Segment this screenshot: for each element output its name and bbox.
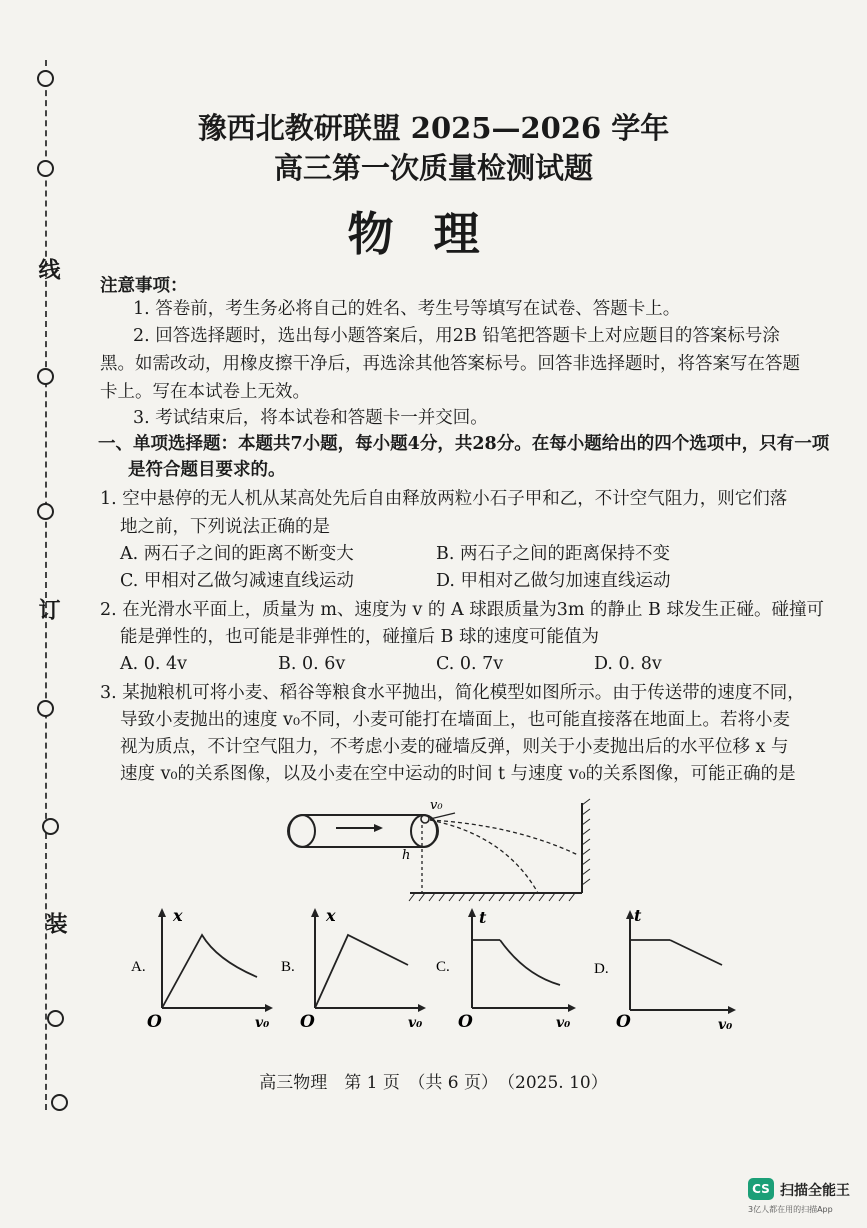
option-d-label: D. [594,961,609,977]
q1-option-c: C. 甲相对乙做匀减速直线运动 [120,571,354,591]
curve [162,935,257,1008]
y-axis-label: x [326,906,336,925]
notice-item-1: 1. 答卷前，考生务必将自己的姓名、考生号等填写在试卷、答题卡上。 [133,299,681,319]
q2-option-b: B. 0. 6v [278,654,346,674]
y-axis-label: t [634,907,642,925]
binding-hole [37,70,54,87]
notice-item-2-line1: 2. 回答选择题时，选出每小题答案后，用2B 铅笔把答题卡上对应题目的答案标号涂 [133,326,780,346]
margin-char-xian: 线 [35,258,61,280]
option-c-label: C. [436,959,450,975]
x-axis-label: v₀ [556,1015,571,1030]
curve-decline [670,940,722,965]
q2-option-c: C. 0. 7v [436,654,504,674]
q3-stem-line1: 3. 某抛粮机可将小麦、稻谷等粮食水平抛出，简化模型如图所示。由于传送带的速度不同， [100,683,805,703]
graph-b [278,905,428,1030]
grain-thrower-figure [270,795,600,910]
q3-stem-line2: 导致小麦抛出的速度 v₀不同，小麦可能打在墙面上，也可能直接落在地面上。若将小麦 [120,710,790,730]
section-heading-line2: 是符合题目要求的。 [128,460,286,480]
q3-stem-line4: 速度 v₀的关系图像，以及小麦在空中运动的时间 t 与速度 v₀的关系图像，可能正确的是 [120,764,796,784]
x-axis-label: v₀ [255,1015,270,1030]
origin-label: O [300,1012,315,1030]
y-axis-label: x [173,906,183,925]
margin-char-ding: 订 [35,598,61,620]
curve [315,935,408,1008]
exam-title-line2: 高三第一次质量检测试题 [273,151,593,185]
binding-hole [42,818,59,835]
option-b-label: B. [281,959,295,975]
graph-c [430,905,580,1030]
binding-hole [37,700,54,717]
scanner-app-name: 扫描全能王 [780,1183,850,1199]
binding-hole [37,503,54,520]
notice-item-2-line2: 黑。如需改动，用橡皮擦干净后，再选涂其他答案标号。回答非选择题时，将答案写在答题 [100,354,800,374]
option-a-label: A. [131,959,146,975]
wall-hatching [582,799,590,885]
q2-option-a: A. 0. 4v [120,654,188,674]
h-label: h [402,848,411,863]
x-axis-label: v₀ [718,1017,733,1032]
q2-option-d: D. 0. 8v [594,654,662,674]
q1-stem-line2: 地之前，下列说法正确的是 [120,517,330,537]
notice-title: 注意事项： [100,276,188,296]
q3-stem-line3: 视为质点，不计空气阻力，不考虑小麦的碰墙反弹，则关于小麦抛出后的水平位移 x 与 [120,737,789,757]
curve-decay [500,940,560,985]
notice-item-3: 3. 考试结束后，将本试卷和答题卡一并交回。 [133,408,488,428]
q1-option-d: D. 甲相对乙做匀加速直线运动 [436,571,671,591]
v0-label: v₀ [430,798,443,813]
binding-hole [37,368,54,385]
ground-hatching [409,893,575,901]
section-heading-line1: 一、单项选择题：本题共7小题，每小题4分，共28分。在每小题给出的四个选项中，只有一项 [98,434,830,454]
velocity-arrow [430,813,455,819]
graph-a [125,905,275,1030]
origin-label: O [458,1012,473,1030]
exam-title-line1: 豫西北教研联盟 2025—2026 学年 [197,111,670,145]
margin-char-zhuang: 装 [42,912,68,934]
belt-roller-left [289,815,315,847]
notice-item-2-line3: 卡上。写在本试卷上无效。 [100,382,310,402]
q1-stem-line1: 1. 空中悬停的无人机从某高处先后自由释放两粒小石子甲和乙，不计空气阻力，则它们落 [100,489,788,509]
y-axis-label: t [479,908,487,927]
q2-stem-line2: 能是弹性的，也可能是非弹性的，碰撞后 B 球的速度可能值为 [120,627,599,647]
x-axis-label: v₀ [408,1015,423,1030]
origin-label: O [147,1012,162,1030]
camscanner-logo-icon: CS [748,1178,774,1200]
scanner-watermark [748,1178,848,1218]
page-footer: 高三物理 第 1 页 （共 6 页） （2025. 10） [259,1073,608,1093]
origin-label: O [616,1012,631,1032]
binding-hole [51,1094,68,1111]
q1-option-b: B. 两石子之间的距离保持不变 [436,544,670,564]
binding-hole [47,1010,64,1027]
graph-d [590,907,740,1032]
scanner-tagline: 3亿人都在用的扫描App [748,1205,833,1214]
q1-option-a: A. 两石子之间的距离不断变大 [120,544,354,564]
trajectory-to-ground [430,820,538,893]
q2-stem-line1: 2. 在光滑水平面上，质量为 m、速度为 v 的 A 球跟质量为3m 的静止 B 球发生正碰。碰撞可 [100,600,824,620]
subject-title: 物理 [347,207,520,261]
